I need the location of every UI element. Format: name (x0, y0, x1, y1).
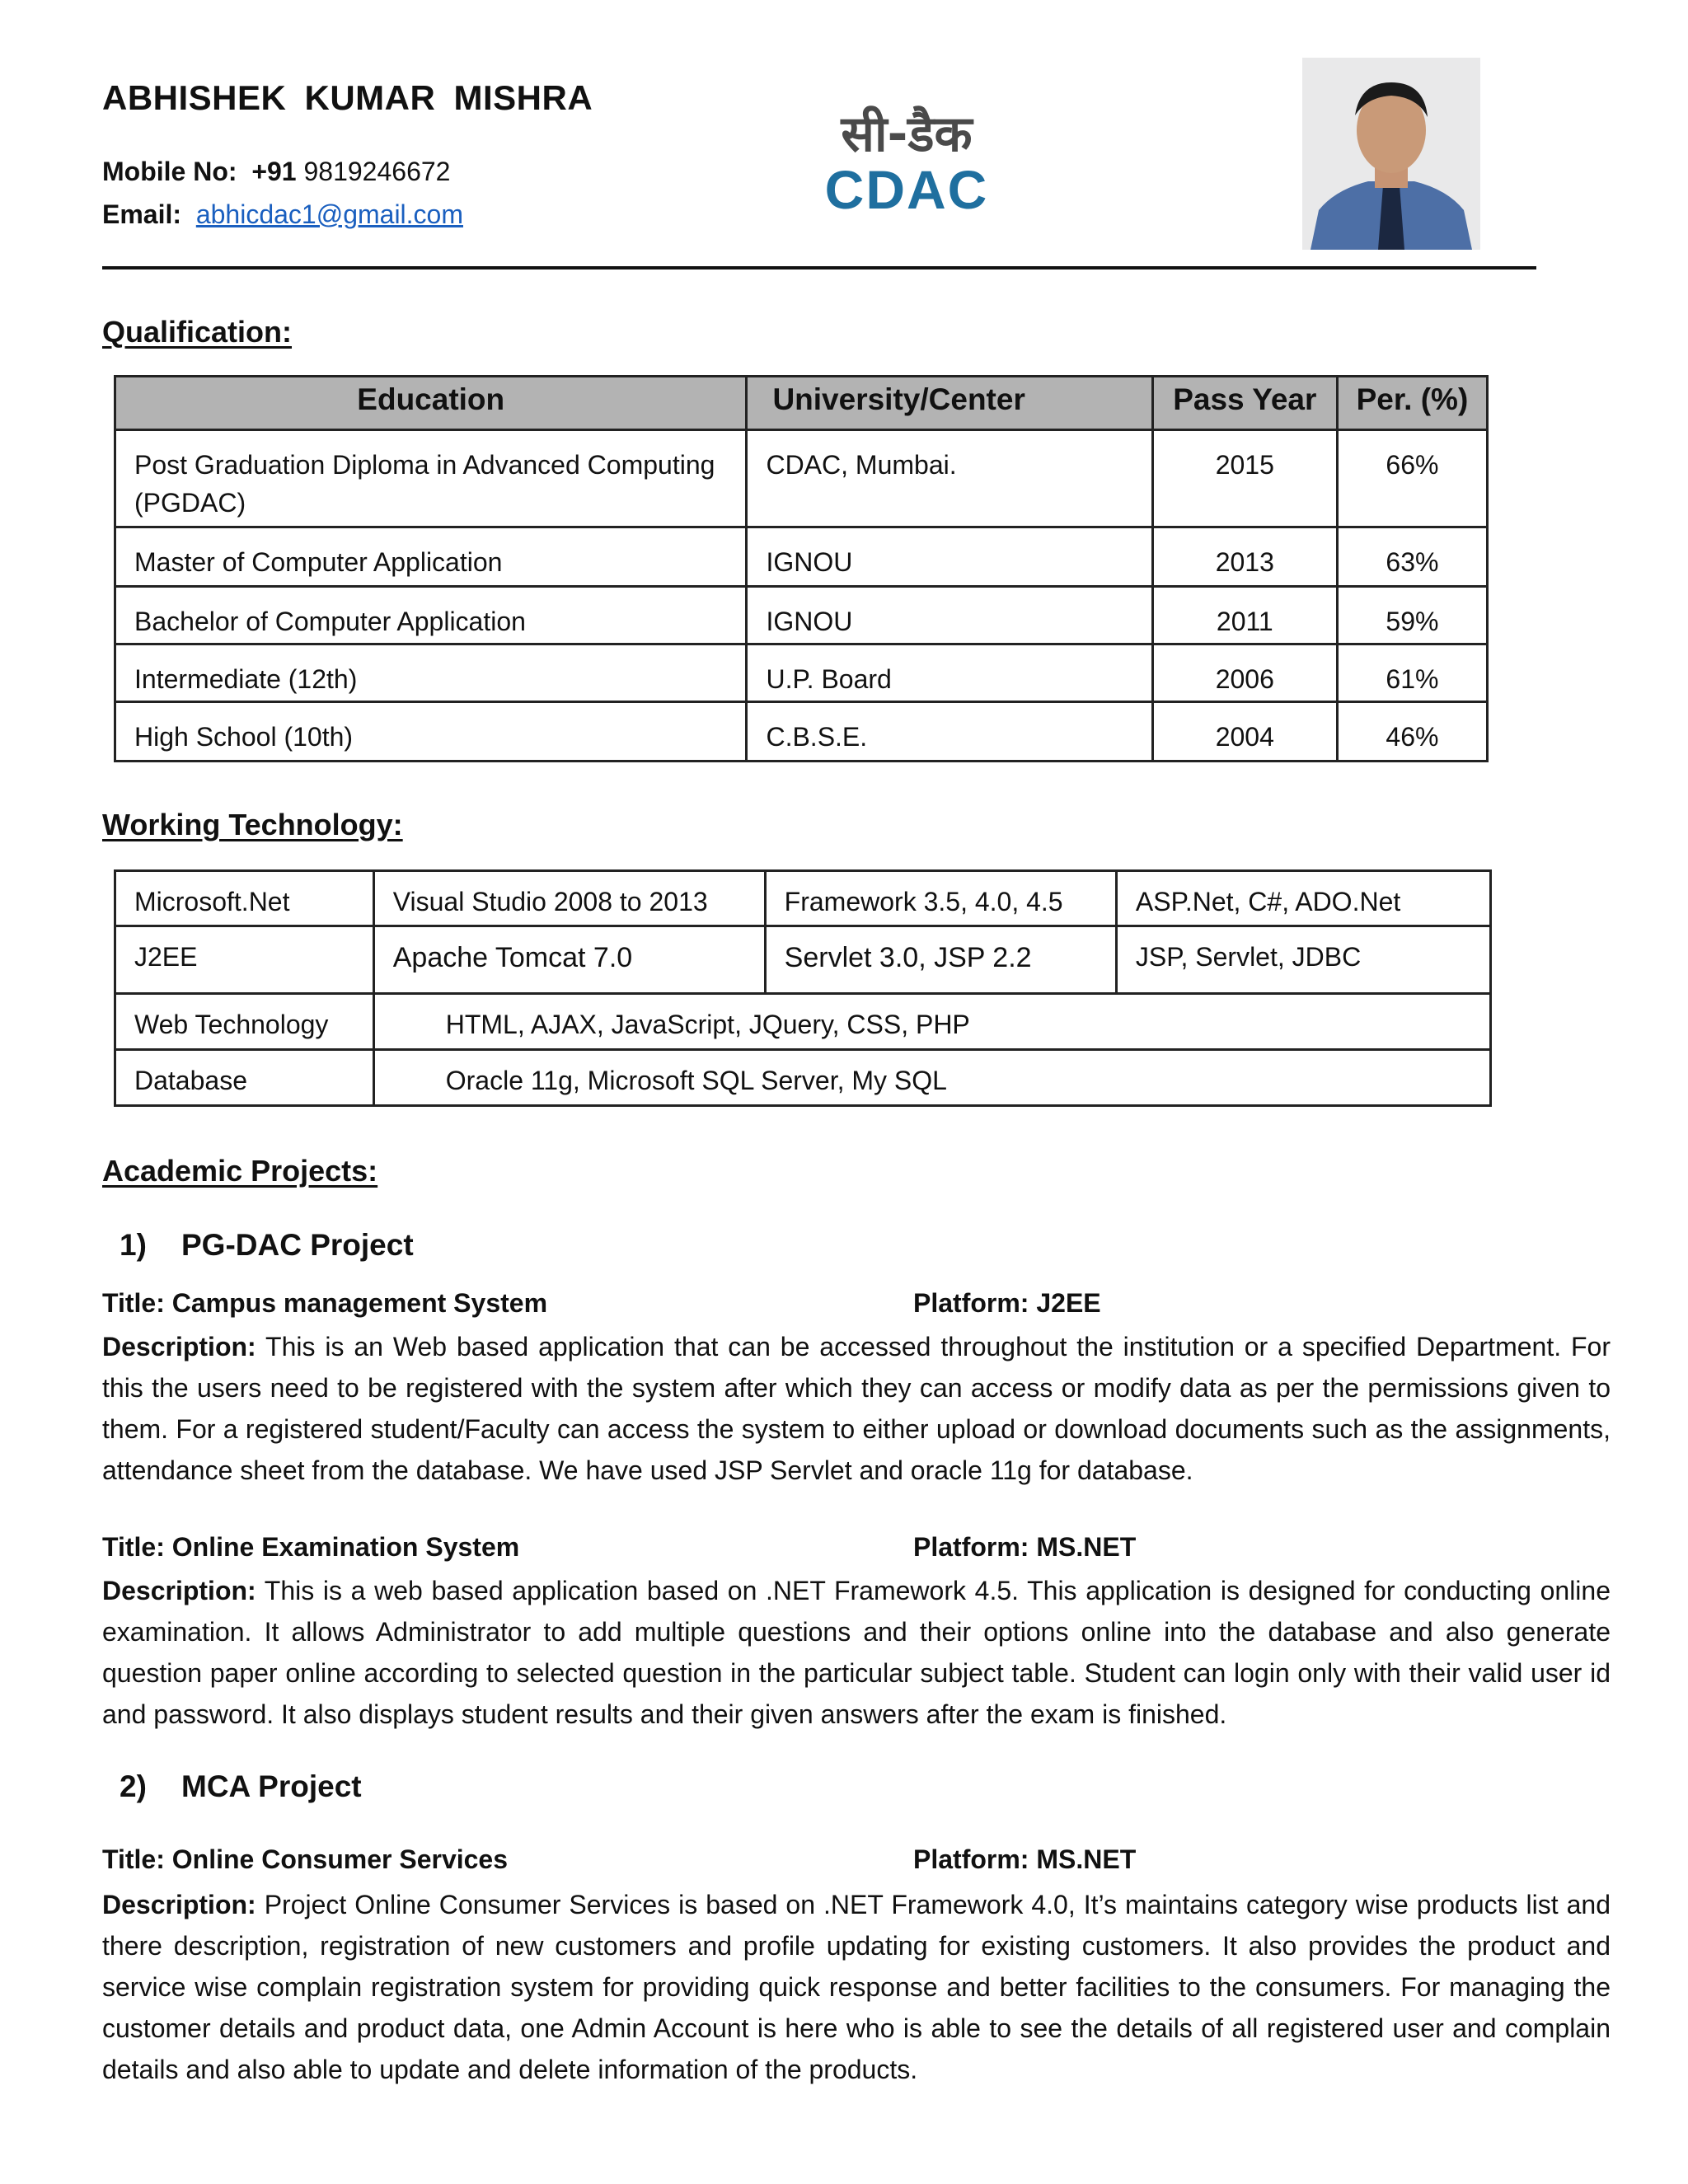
project-group-number: 1) (120, 1228, 147, 1262)
technology-heading: Working Technology: (102, 808, 403, 841)
platform-value: MS.NET (1036, 1844, 1137, 1874)
cell-university: IGNOU (747, 587, 1152, 644)
col-header-pass-year: Pass Year (1152, 377, 1337, 430)
qualification-table (114, 375, 1489, 762)
col-header-percent: Per. (%) (1337, 377, 1487, 430)
cell-year: 2004 (1152, 702, 1337, 762)
cell-year: 2013 (1152, 527, 1337, 587)
tech-cell: Oracle 11g, Microsoft SQL Server, My SQL (373, 1050, 1490, 1106)
tech-cell: Framework 3.5, 4.0, 4.5 (765, 871, 1116, 926)
cell-year: 2015 (1152, 430, 1337, 527)
col-header-university: University/Center (747, 377, 1152, 430)
platform-label: Platform: (913, 1532, 1029, 1562)
table-row (115, 1050, 1491, 1106)
cell-percent: 63% (1337, 527, 1487, 587)
title-label: Title: (102, 1532, 165, 1562)
title-label: Title: (102, 1288, 165, 1318)
platform-value: J2EE (1036, 1288, 1101, 1318)
project-title (102, 1844, 508, 1875)
project-group-number: 2) (120, 1769, 147, 1803)
cell-percent: 61% (1337, 644, 1487, 702)
cell-percent: 59% (1337, 587, 1487, 644)
title-value: Online Examination System (171, 1532, 520, 1562)
mobile-label: Mobile No: (102, 157, 237, 186)
project-platform (913, 1288, 1101, 1319)
cell-education: Intermediate (12th) (115, 644, 747, 702)
table-row (115, 587, 1488, 644)
table-row (115, 644, 1488, 702)
table-row (115, 926, 1491, 994)
qualification-header-row (115, 377, 1488, 430)
tech-cell: Apache Tomcat 7.0 (373, 926, 765, 994)
description-text: This is a web based application based on .NET Framework 4.5. This application is designed for conducting online examination. It allows Administrator to add multiple questions and their options online into the database and also generate question paper online according to selected question in the particular subject table. Student can login only with their valid user id and password. It also displays student results and their given answers after the exam is finished. (102, 1576, 1611, 1729)
cell-education: Post Graduation Diploma in Advanced Computing (PGDAC) (115, 430, 747, 527)
platform-label: Platform: (913, 1844, 1029, 1874)
mobile-line (102, 157, 450, 187)
table-row (115, 527, 1488, 587)
project-platform (913, 1844, 1136, 1875)
project-description (102, 1884, 1611, 2090)
project-group-name: PG-DAC Project (181, 1228, 414, 1262)
description-label: Description: (102, 1890, 256, 1919)
project-title (102, 1532, 519, 1563)
email-line (102, 199, 463, 230)
tech-cell: Visual Studio 2008 to 2013 (373, 871, 765, 926)
description-text: Project Online Consumer Services is based on .NET Framework 4.0, It’s maintains category wise products list and there description, registration of new customers and profile updating for existing customers. It also provides the product and service wise complain registration system for providing quick response and better facilities to the consumers. For managing the customer details and product data, one Admin Account is here who is able to see the details of all registered user and complain details and also able to update and delete information of the products. (102, 1890, 1611, 2084)
table-row (115, 994, 1491, 1050)
project-description (102, 1570, 1611, 1735)
cell-university: C.B.S.E. (747, 702, 1152, 762)
projects-heading: Academic Projects: (102, 1154, 378, 1188)
cell-education: High School (10th) (115, 702, 747, 762)
tech-cell: Servlet 3.0, JSP 2.2 (765, 926, 1116, 994)
table-row (115, 702, 1488, 762)
tech-cell: JSP, Servlet, JDBC (1116, 926, 1490, 994)
platform-label: Platform: (913, 1288, 1029, 1318)
title-label: Title: (102, 1844, 165, 1874)
title-value: Campus management System (171, 1288, 548, 1318)
tech-cell: HTML, AJAX, JavaScript, JQuery, CSS, PHP (373, 994, 1490, 1050)
logo-cdac-text: CDAC (824, 159, 989, 218)
cell-university: IGNOU (747, 527, 1152, 587)
cdac-logo (812, 103, 1001, 218)
mobile-code: +91 (251, 157, 297, 186)
table-row (115, 871, 1491, 926)
tech-category: Microsoft.Net (115, 871, 374, 926)
description-text: This is an Web based application that can be accessed throughout the institution or a specified Department. For this the users need to be registered with the system after which they can access or modify data as per the permissions given to them. For a registered student/Faculty can access the system to either upload or download documents such as the assignments, attendance sheet from the database. We have used JSP Servlet and oracle 11g for database. (102, 1332, 1611, 1485)
project-title (102, 1288, 547, 1319)
header-divider (102, 266, 1536, 269)
cell-education: Bachelor of Computer Application (115, 587, 747, 644)
cell-percent: 46% (1337, 702, 1487, 762)
cell-percent: 66% (1337, 430, 1487, 527)
title-value: Online Consumer Services (171, 1844, 509, 1874)
col-header-education: Education (115, 377, 747, 430)
candidate-name: ABHISHEK KUMAR MISHRA (102, 78, 593, 117)
tech-category: Web Technology (115, 994, 374, 1050)
description-label: Description: (102, 1576, 256, 1605)
email-link[interactable]: abhicdac1@gmail.com (195, 199, 463, 229)
tech-category: Database (115, 1050, 374, 1106)
cell-year: 2006 (1152, 644, 1337, 702)
cell-education: Master of Computer Application (115, 527, 747, 587)
project-group-name: MCA Project (181, 1769, 362, 1803)
mobile-number: 9819246672 (303, 157, 451, 186)
project-platform (913, 1532, 1136, 1563)
cell-university: CDAC, Mumbai. (747, 430, 1152, 527)
technology-table (114, 869, 1492, 1107)
project-group-heading (120, 1769, 362, 1804)
qualification-heading: Qualification: (102, 315, 293, 349)
cell-university: U.P. Board (747, 644, 1152, 702)
description-label: Description: (102, 1332, 256, 1361)
platform-value: MS.NET (1036, 1532, 1137, 1562)
email-label: Email: (102, 199, 182, 229)
cell-year: 2011 (1152, 587, 1337, 644)
tech-cell: ASP.Net, C#, ADO.Net (1116, 871, 1490, 926)
table-row (115, 430, 1488, 527)
profile-photo (1302, 58, 1480, 250)
project-description (102, 1326, 1611, 1491)
tech-category: J2EE (115, 926, 374, 994)
logo-hindi-text: सी-डैक (841, 105, 973, 163)
project-group-heading (120, 1228, 414, 1263)
